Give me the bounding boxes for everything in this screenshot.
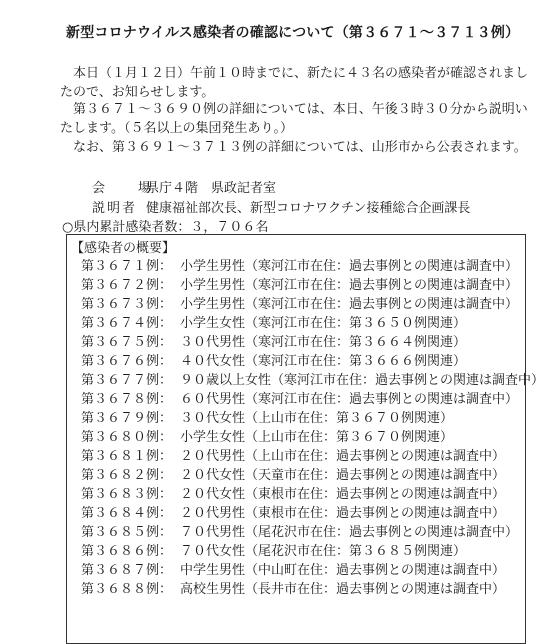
case-description: ９０歳以上女性（寒河江市在住：過去事例との関連は調査中） xyxy=(180,373,545,388)
case-row xyxy=(67,428,525,447)
case-description: 小学生女性（寒河江市在住：第３６５０例関連） xyxy=(180,316,467,331)
case-number: 第３６７２例： xyxy=(81,278,173,293)
case-description: ２０代女性（東根市在住：過去事例との関連は調査中） xyxy=(180,487,506,502)
case-description: ２０代男性（上山市在住：過去事例との関連は調査中） xyxy=(180,449,506,464)
case-summary-box xyxy=(66,234,545,644)
case-row xyxy=(67,371,545,390)
case-row xyxy=(67,390,525,409)
case-number: 第３６８５例： xyxy=(81,525,173,540)
case-number: 第３６７７例： xyxy=(81,373,173,388)
case-row xyxy=(67,485,525,504)
case-number: 第３６７５例： xyxy=(81,335,173,350)
case-number: 第３６７１例： xyxy=(81,259,173,274)
case-row xyxy=(67,333,525,352)
paragraph-yamagata-city: なお、第３６９１～３７１３例の詳細については、山形市から公表されます。 xyxy=(60,140,527,155)
case-description: 小学生男性（寒河江市在住：過去事例との関連は調査中） xyxy=(180,297,519,312)
paragraph-briefing: 第３６７１～３６９０例の詳細については、本日、午後３時３０分から説明いたします。（５名以上の集団発生あり。） xyxy=(60,102,528,136)
case-row xyxy=(67,295,525,314)
case-description: 小学生女性（上山市在住：第３６７０例関連） xyxy=(180,430,454,445)
case-number: 第３６８１例： xyxy=(81,449,173,464)
case-number: 第３６７３例： xyxy=(81,297,173,312)
case-description: ４０代女性（寒河江市在住：第３６６６例関連） xyxy=(180,354,467,369)
case-row xyxy=(67,352,525,371)
case-description: ３０代女性（上山市在住：第３６７０例関連） xyxy=(180,411,454,426)
case-row xyxy=(67,314,525,333)
case-row xyxy=(67,447,525,466)
speaker-label: 説明者 xyxy=(92,201,138,216)
case-number: 第３６８７例： xyxy=(81,563,173,578)
case-number: 第３６８３例： xyxy=(81,487,173,502)
case-description: ７０代女性（尾花沢市在住：第３６８５例関連） xyxy=(180,544,467,559)
case-number: 第３６７９例： xyxy=(81,411,173,426)
case-description: ７０代男性（尾花沢市在住：過去事例との関連は調査中） xyxy=(180,525,519,540)
case-number: 第３６８８例： xyxy=(81,582,173,597)
venue-value: 県庁４階 県政記者室 xyxy=(146,181,277,196)
case-row xyxy=(67,504,525,523)
case-description: 小学生男性（寒河江市在住：過去事例との関連は調査中） xyxy=(180,259,519,274)
case-description: ６０代男性（寒河江市在住：過去事例との関連は調査中） xyxy=(180,392,519,407)
case-row xyxy=(67,276,525,295)
case-row xyxy=(67,257,525,276)
case-list xyxy=(67,257,545,599)
case-number: 第３６８４例： xyxy=(81,506,173,521)
case-row xyxy=(67,561,525,580)
case-number: 第３６８６例： xyxy=(81,544,173,559)
case-description: 小学生男性（寒河江市在住：過去事例との関連は調査中） xyxy=(180,278,519,293)
case-description: ３０代男性（寒河江市在住：第３６６４例関連） xyxy=(180,335,467,350)
case-row xyxy=(67,542,525,561)
case-description: 高校生男性（長井市在住：過去事例との関連は調査中） xyxy=(180,582,506,597)
case-description: 中学生男性（中山町在住：過去事例との関連は調査中） xyxy=(180,563,506,578)
case-number: 第３６７８例： xyxy=(81,392,173,407)
speaker-value: 健康福祉部次長、新型コロナワクチン接種総合企画課長 xyxy=(146,201,471,216)
case-row xyxy=(67,580,525,599)
case-number: 第３６８０例： xyxy=(81,430,173,445)
case-row xyxy=(67,523,525,542)
paragraph-announcement: 本日（１月１２日）午前１０時までに、新たに４３名の感染者が確認されましたので、お知らせします。 xyxy=(60,66,529,100)
case-number: 第３６７４例： xyxy=(81,316,173,331)
cumulative-cases: ○県内累計感染者数：３，７０６名 xyxy=(62,220,269,235)
case-number: 第３６７６例： xyxy=(81,354,173,369)
case-description: ２０代男性（東根市在住：過去事例との関連は調査中） xyxy=(180,506,506,521)
case-summary-heading: 【感染者の概要】 xyxy=(71,241,176,256)
case-row xyxy=(67,466,525,485)
case-number: 第３６８２例： xyxy=(81,468,173,483)
case-row xyxy=(67,409,525,428)
venue-label: 会 場 xyxy=(92,181,162,196)
case-description: ２０代女性（天童市在住：過去事例との関連は調査中） xyxy=(180,468,506,483)
document-title: 新型コロナウイルス感染者の確認について（第３６７１～３７１３例） xyxy=(66,25,520,41)
